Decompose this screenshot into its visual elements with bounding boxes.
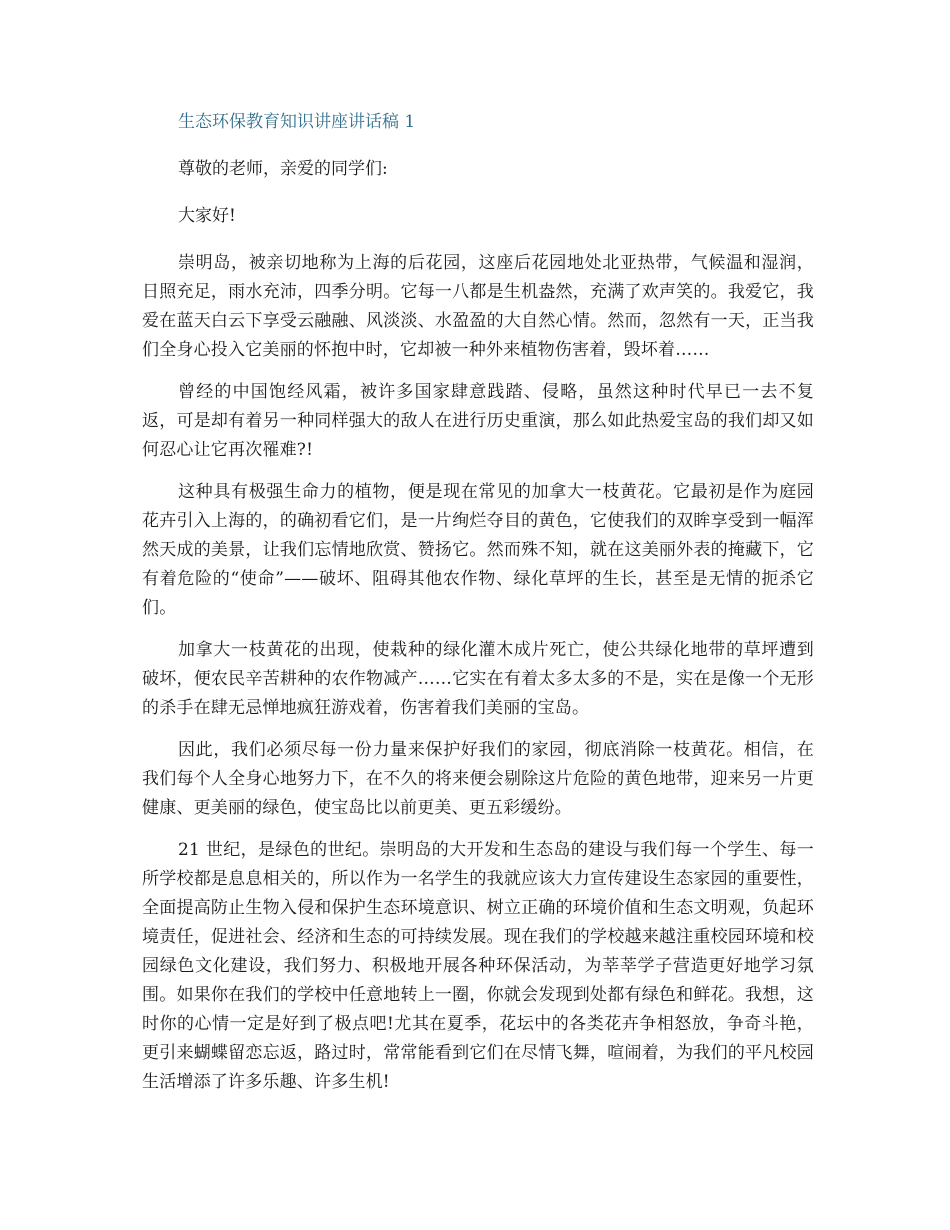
paragraph-3: 这种具有极强生命力的植物，便是现在常见的加拿大一枝黄花。它最初是作为庭园花卉引入上海的，的确初看它们，是一片绚烂夺目的黄色，它使我们的双眸享受到一幅浑然天成的美景，让我们忘情地欣赏、赞扬它。然而殊不知，就在这美丽外表的掩藏下，它有着危险的“使命”——破坏、阻碍其他农作物、绿化草坪的生长，甚至是无情的扼杀它们。 (142, 482, 814, 618)
paragraph-5: 因此，我们必须尽每一份力量来保护好我们的家园，彻底消除一枝黄花。相信，在我们每个人全身心地努力下，在不久的将来便会剔除这片危险的黄色地带，迎来另一片更健康、更美丽的绿色，使宝岛比以前更美、更五彩缓纷。 (142, 740, 814, 818)
document-title: 生态环保教育知识讲座讲话稿 1 (178, 112, 416, 132)
paragraph-6: 21 世纪，是绿色的世纪。崇明岛的大开发和生态岛的建设与我们每一个学生、每一所学校都是息息相关的，所以作为一名学生的我就应该大力宣传建设生态家园的重要性，全面提高防止生物入侵和保护生态环境意识、树立正确的环境价值和生态文明观，负起环境责任，促进社会、经济和生态的可持续发展。现在我们的学校越来越注重校园环境和校园绿色文化建设，我们努力、积极地开展各种环保活动，为莘莘学子营造更好地学习氛围。如果你在我们的学校中任意地转上一圈，你就会发现到处都有绿色和鲜花。我想，这时你的心情一定是好到了极点吧!尤其在夏季，花坛中的各类花卉争相怒放，争奇斗艳，更引来蝴蝶留恋忘返，路过时，常常能看到它们在尽情飞舞，喧闹着，为我们的平凡校园生活增添了许多乐趣、许多生机! (142, 840, 814, 1092)
paragraph-1: 崇明岛，被亲切地称为上海的后花园，这座后花园地处北亚热带，气候温和湿润，日照充足，雨水充沛，四季分明。它每一八都是生机盎然，充满了欢声笑的。我爱它，我爱在蓝天白云下享受云融融、风淡淡、水盈盈的大自然心情。然而，忽然有一天，正当我们全身心投入它美丽的怀抱中时，它却被一种外来植物伤害着，毁坏着…… (142, 253, 814, 360)
paragraph-2: 曾经的中国饱经风霜，被许多国家肆意践踏、侵略，虽然这种时代早已一去不复返，可是却有着另一种同样强大的敌人在进行历史重演，那么如此热爱宝岛的我们却又如何忍心让它再次罹难?! (142, 382, 814, 460)
salutation: 尊敬的老师，亲爱的同学们: (178, 159, 388, 179)
greeting: 大家好! (178, 206, 236, 226)
document-body (142, 108, 814, 1110)
paragraph-4: 加拿大一枝黄花的出现，使栽种的绿化灌木成片死亡，使公共绿化地带的草坪遭到破坏，便农民辛苦耕种的农作物减产……它实在有着太多太多的不是，实在是像一个无形的杀手在肆无忌惮地疯狂游戏着，伤害着我们美丽的宝岛。 (142, 640, 814, 718)
